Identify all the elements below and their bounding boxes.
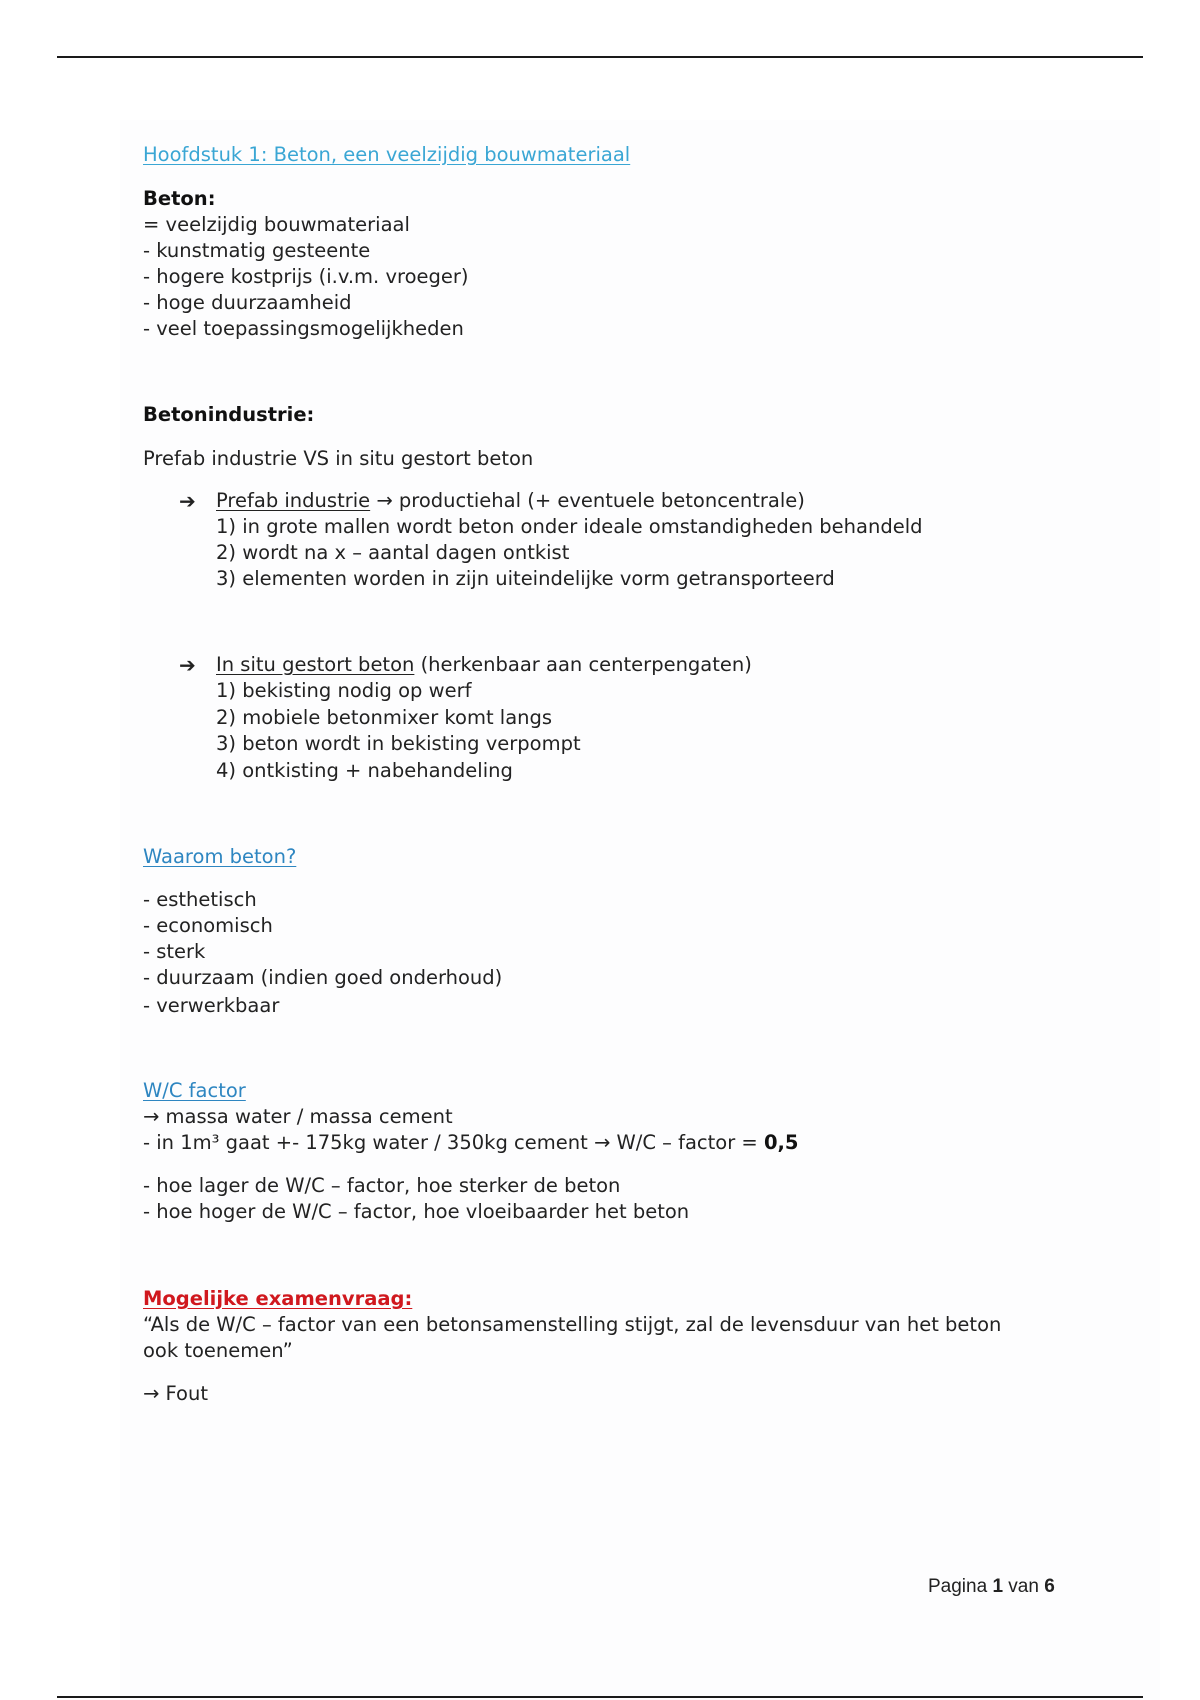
beton-line: - hogere kostprijs (i.v.m. vroeger) [143, 265, 469, 288]
insitu-step: 4) ontkisting + nabehandeling [216, 759, 513, 782]
prefab-step: 3) elementen worden in zijn uiteindelijke vorm getransporteerd [216, 567, 835, 590]
beton-heading: Beton: [143, 187, 216, 210]
prefab-line [216, 488, 805, 514]
prefab-step: 2) wordt na x – aantal dagen ontkist [216, 541, 570, 564]
beton-line: = veelzijdig bouwmateriaal [143, 213, 410, 236]
exam-heading: Mogelijke examenvraag: [143, 1287, 413, 1310]
chapter-title[interactable]: Hoofdstuk 1: Beton, een veelzijdig bouwmateriaal [143, 143, 631, 166]
arrow-bullet-icon: ➔ [179, 489, 196, 513]
page-number-prefix: Pagina [928, 1576, 993, 1597]
wc-line2-prefix: - in 1m³ gaat +- 175kg water / 350kg cement → W/C – factor = [143, 1131, 764, 1154]
betonindustrie-intro: Prefab industrie VS in situ gestort beton [143, 447, 534, 470]
exam-question: ook toenemen” [143, 1339, 293, 1362]
beton-line: - kunstmatig gesteente [143, 239, 371, 262]
wc-line: - hoe hoger de W/C – factor, hoe vloeibaarder het beton [143, 1200, 690, 1223]
waarom-line: - duurzaam (indien goed onderhoud) [143, 966, 503, 989]
insitu-label: In situ gestort beton [216, 653, 415, 676]
insitu-step: 1) bekisting nodig op werf [216, 679, 472, 702]
prefab-label: Prefab industrie [216, 489, 371, 512]
prefab-rest: → productiehal (+ eventuele betoncentrale) [370, 489, 805, 512]
beton-line: - veel toepassingsmogelijkheden [143, 317, 464, 340]
beton-line: - hoge duurzaamheid [143, 291, 352, 314]
exam-answer: → Fout [143, 1382, 208, 1405]
wc-value: 0,5 [763, 1131, 799, 1154]
waarom-line: - economisch [143, 914, 273, 937]
wc-line: - hoe lager de W/C – factor, hoe sterker de beton [143, 1174, 621, 1197]
page-number [928, 1576, 1055, 1598]
waarom-heading[interactable]: Waarom beton? [143, 845, 297, 868]
page-number-middle: van [1003, 1576, 1045, 1597]
waarom-line: - esthetisch [143, 888, 257, 911]
insitu-step: 2) mobiele betonmixer komt langs [216, 706, 553, 729]
exam-question: “Als de W/C – factor van een betonsamenstelling stijgt, zal de levensduur van het beton [143, 1313, 1002, 1336]
insitu-step: 3) beton wordt in bekisting verpompt [216, 732, 581, 755]
wc-line [143, 1130, 799, 1156]
insitu-rest: (herkenbaar aan centerpengaten) [414, 653, 752, 676]
wc-heading[interactable]: W/C factor [143, 1079, 246, 1102]
page-sheet [120, 120, 1160, 1700]
current-page: 1 [992, 1576, 1004, 1597]
insitu-line [216, 652, 752, 678]
waarom-line: - verwerkbaar [143, 994, 280, 1017]
top-rule [57, 56, 1143, 58]
arrow-bullet-icon: ➔ [179, 653, 196, 677]
total-pages: 6 [1044, 1576, 1055, 1597]
waarom-line: - sterk [143, 940, 206, 963]
wc-line: → massa water / massa cement [143, 1105, 453, 1128]
bottom-rule [57, 1696, 1143, 1698]
betonindustrie-heading: Betonindustrie: [143, 403, 315, 426]
prefab-step: 1) in grote mallen wordt beton onder ideale omstandigheden behandeld [216, 515, 923, 538]
